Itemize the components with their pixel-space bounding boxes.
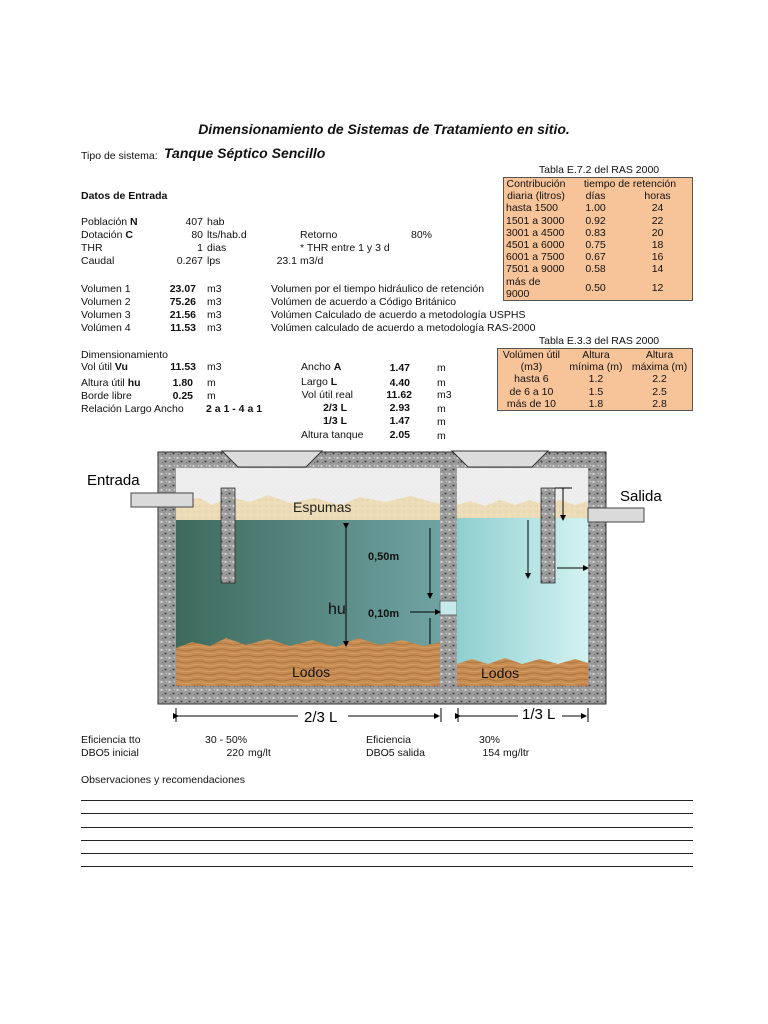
- table-row: [498, 373, 693, 385]
- observaciones-line: [81, 853, 693, 854]
- table-e33: [497, 348, 693, 411]
- table-e33-header-cell: mínima (m): [569, 361, 623, 374]
- volumen-4-unit: m3: [207, 322, 222, 334]
- septic-tank-diagram: [0, 440, 768, 730]
- volumen-4-desc: Volúmen calculado de acuerdo a metodología RAS-2000: [271, 322, 536, 334]
- table-cell: 1501 a 3000: [506, 214, 565, 227]
- volumen-2-desc: Volúmen de acuerdo a Código Británico: [271, 296, 457, 308]
- relacion-label: Relación Largo Ancho: [81, 403, 184, 415]
- table-e33-header-row: [498, 349, 693, 362]
- table-cell: 20: [651, 226, 664, 239]
- dbo5-inicial-label: DBO5 inicial: [81, 747, 139, 759]
- vol-real-value: 11.62: [386, 389, 412, 401]
- diagram-lodos-right-label: Lodos: [481, 665, 520, 681]
- diagram-espumas-label: Espumas: [293, 499, 352, 515]
- caudal-unit: lps: [207, 255, 221, 267]
- table-e72-header-row: [504, 178, 693, 191]
- borde-libre-label: Borde libre: [81, 390, 132, 402]
- observaciones-line: [81, 827, 693, 828]
- table-row: [504, 263, 693, 275]
- table-row: [504, 202, 693, 214]
- volumen-1-label: Volumen 1: [81, 283, 131, 295]
- volumen-3-value: 21.56: [169, 309, 196, 321]
- observaciones-heading: Observaciones y recomendaciones: [81, 774, 246, 786]
- observaciones-line: [81, 813, 693, 814]
- table-row: [504, 215, 693, 227]
- dotacion-unit: lts/hab.d: [207, 229, 247, 241]
- volumen-1-desc: Volumen por el tiempo hidráulico de retención: [271, 283, 485, 295]
- volumen-2-label: Volumen 2: [81, 296, 131, 308]
- volumen-4-label: Volúmen 4: [81, 322, 131, 334]
- volumen-3-desc: Volúmen Calculado de acuerdo a metodología USPHS: [271, 309, 526, 321]
- table-cell: hasta 6: [514, 373, 549, 386]
- largo-unit: m: [437, 377, 446, 389]
- dos-tercios-value: 2.93: [389, 402, 410, 414]
- diagram-two-thirds-label: 2/3 L: [304, 709, 338, 726]
- vol-util-label: Vol útil Vu: [81, 361, 128, 373]
- poblacion-unit: hab: [207, 216, 225, 228]
- altura-tanque-label: Altura tanque: [301, 429, 364, 441]
- un-tercio-unit: m: [437, 416, 446, 428]
- table-cell: hasta 1500: [506, 202, 558, 215]
- system-label: Tipo de sistema:: [81, 150, 158, 162]
- borde-libre-unit: m: [207, 390, 216, 402]
- table-e72-header-cell: tiempo de retención: [583, 178, 677, 191]
- ancho-value: 1.47: [389, 362, 410, 374]
- dbo5-salida-value: 154: [482, 747, 500, 759]
- volumen-3-label: Volumen 3: [81, 309, 131, 321]
- dos-tercios-unit: m: [437, 403, 446, 415]
- largo-label: Largo L: [301, 376, 338, 388]
- relacion-value: 2 a 1 - 4 a 1: [206, 403, 263, 415]
- table-e33-header-cell: Volúmen útil: [502, 349, 560, 362]
- volumen-1-value: 23.07: [169, 283, 196, 295]
- dbo5-salida-label: DBO5 salida: [366, 747, 425, 759]
- table-e72-header-cell: horas: [644, 190, 671, 203]
- retorno-label: Retorno: [300, 229, 338, 241]
- table-e72-header-cell: Contribución: [506, 178, 566, 191]
- table-e33-header-cell: Altura: [582, 349, 610, 362]
- table-cell: 24: [651, 202, 664, 215]
- volumen-4-value: 11.53: [170, 322, 196, 334]
- table-e33-caption: Tabla E.3.3 del RAS 2000: [538, 335, 660, 347]
- thr-note: * THR entre 1 y 3 d: [300, 242, 390, 254]
- table-cell: 1.2: [588, 373, 604, 386]
- un-tercio-label: 1/3 L: [323, 415, 347, 427]
- ancho-label: Ancho A: [301, 361, 342, 373]
- thr-value: 1: [197, 242, 203, 254]
- table-e72-header-row: [504, 190, 693, 202]
- table-e33-header-cell: Altura: [645, 349, 674, 362]
- system-value: Tanque Séptico Sencillo: [164, 145, 326, 161]
- eficiencia-label: Eficiencia: [366, 734, 411, 746]
- table-cell: 2.2: [652, 373, 667, 386]
- poblacion-value: 407: [185, 216, 203, 228]
- table-cell: 0.67: [585, 251, 606, 264]
- table-cell: 16: [651, 251, 664, 264]
- table-cell: 1.5: [588, 385, 604, 398]
- table-cell: más de 9000: [506, 275, 541, 300]
- caudal-value: 0.267: [176, 255, 203, 267]
- volumen-2-value: 75.26: [169, 296, 196, 308]
- thr-label: THR: [81, 242, 103, 254]
- table-cell: más de 10: [506, 397, 556, 410]
- ancho-unit: m: [437, 362, 446, 374]
- dotacion-value: 80: [191, 229, 203, 241]
- eficiencia-value: 30%: [479, 734, 501, 746]
- eficiencia-tto-value: 30 - 50%: [205, 734, 248, 746]
- diagram-hu-label: hu: [328, 601, 346, 618]
- altura-tanque-value: 2.05: [389, 429, 410, 441]
- altura-tanque-unit: m: [437, 430, 446, 442]
- table-cell: 7501 a 9000: [506, 263, 565, 276]
- caudal-label: Caudal: [81, 255, 115, 267]
- table-row: [504, 227, 693, 239]
- dbo5-salida-unit: mg/ltr: [503, 747, 530, 759]
- table-cell: 4501 a 6000: [506, 239, 565, 252]
- vol-real-label: Vol útil real: [301, 389, 353, 401]
- page-title: Dimensionamiento de Sistemas de Tratamiento en sitio.: [198, 121, 570, 137]
- table-row: [504, 251, 693, 263]
- table-e33-header-cell: (m3): [520, 361, 543, 374]
- table-e72-header-cell: días: [585, 190, 606, 203]
- volumen-2-unit: m3: [207, 296, 222, 308]
- vol-real-unit: m3: [437, 389, 452, 401]
- table-e72-header-cell: diaria (litros): [507, 190, 565, 203]
- caudal-unit-2: m3/d: [300, 255, 324, 267]
- volumen-3-unit: m3: [207, 309, 222, 321]
- table-e33-header-row: [498, 361, 693, 373]
- caudal-value-2: 23.1: [276, 255, 297, 267]
- borde-libre-value: 0.25: [172, 390, 193, 402]
- observaciones-line: [81, 840, 693, 841]
- table-cell: 22: [651, 214, 664, 227]
- altura-util-label: Altura útil hu: [81, 377, 141, 389]
- entrada-heading: Datos de Entrada: [81, 190, 168, 202]
- table-cell: de 6 a 10: [509, 385, 554, 398]
- table-row: [498, 386, 693, 398]
- dbo5-inicial-value: 220: [226, 747, 244, 759]
- table-cell: 2.8: [652, 397, 667, 410]
- table-cell: 0.50: [585, 281, 606, 294]
- table-cell: 0.58: [585, 263, 606, 276]
- largo-value: 4.40: [389, 377, 410, 389]
- dbo5-inicial-unit: mg/lt: [248, 747, 271, 759]
- table-cell: 0.83: [585, 226, 606, 239]
- table-cell: 2.5: [652, 385, 667, 398]
- altura-util-unit: m: [207, 377, 216, 389]
- thr-unit: dias: [207, 242, 227, 254]
- dos-tercios-label: 2/3 L: [323, 402, 347, 414]
- poblacion-label: Población N: [81, 216, 138, 228]
- diagram-salida-label: Salida: [620, 488, 662, 505]
- diagram-entrada-label: Entrada: [87, 472, 140, 489]
- table-e72-caption: Tabla E.7.2 del RAS 2000: [538, 164, 660, 176]
- table-cell: 3001 a 4500: [506, 226, 565, 239]
- diagram-lodos-left-label: Lodos: [292, 664, 331, 680]
- eficiencia-tto-label: Eficiencia tto: [81, 734, 141, 746]
- altura-util-value: 1.80: [172, 377, 193, 389]
- diagram-010-label: 0,10m: [368, 608, 400, 620]
- table-row: [504, 276, 693, 301]
- retorno-value: 80%: [411, 229, 433, 241]
- diagram-050-label: 0,50m: [368, 551, 400, 563]
- table-cell: 18: [651, 239, 664, 252]
- table-row: [504, 239, 693, 251]
- table-e33-header-cell: máxima (m): [631, 361, 688, 374]
- diagram-one-third-label: 1/3 L: [522, 706, 556, 723]
- dim-heading: Dimensionamiento: [81, 349, 168, 361]
- table-cell: 14: [651, 263, 664, 276]
- table-row: [498, 398, 693, 411]
- table-cell: 0.75: [585, 239, 606, 252]
- observaciones-line: [81, 800, 693, 801]
- table-cell: 6001 a 7500: [506, 251, 565, 264]
- table-cell: 1.00: [585, 202, 606, 215]
- observaciones-line: [81, 866, 693, 867]
- table-cell: 12: [651, 281, 664, 294]
- vol-util-unit: m3: [207, 361, 222, 373]
- un-tercio-value: 1.47: [389, 415, 410, 427]
- volumen-1-unit: m3: [207, 283, 222, 295]
- table-e72: [503, 177, 693, 301]
- dotacion-label: Dotación C: [81, 229, 133, 241]
- vol-util-value: 11.53: [170, 361, 196, 373]
- table-cell: 1.8: [588, 397, 604, 410]
- table-cell: 0.92: [585, 214, 606, 227]
